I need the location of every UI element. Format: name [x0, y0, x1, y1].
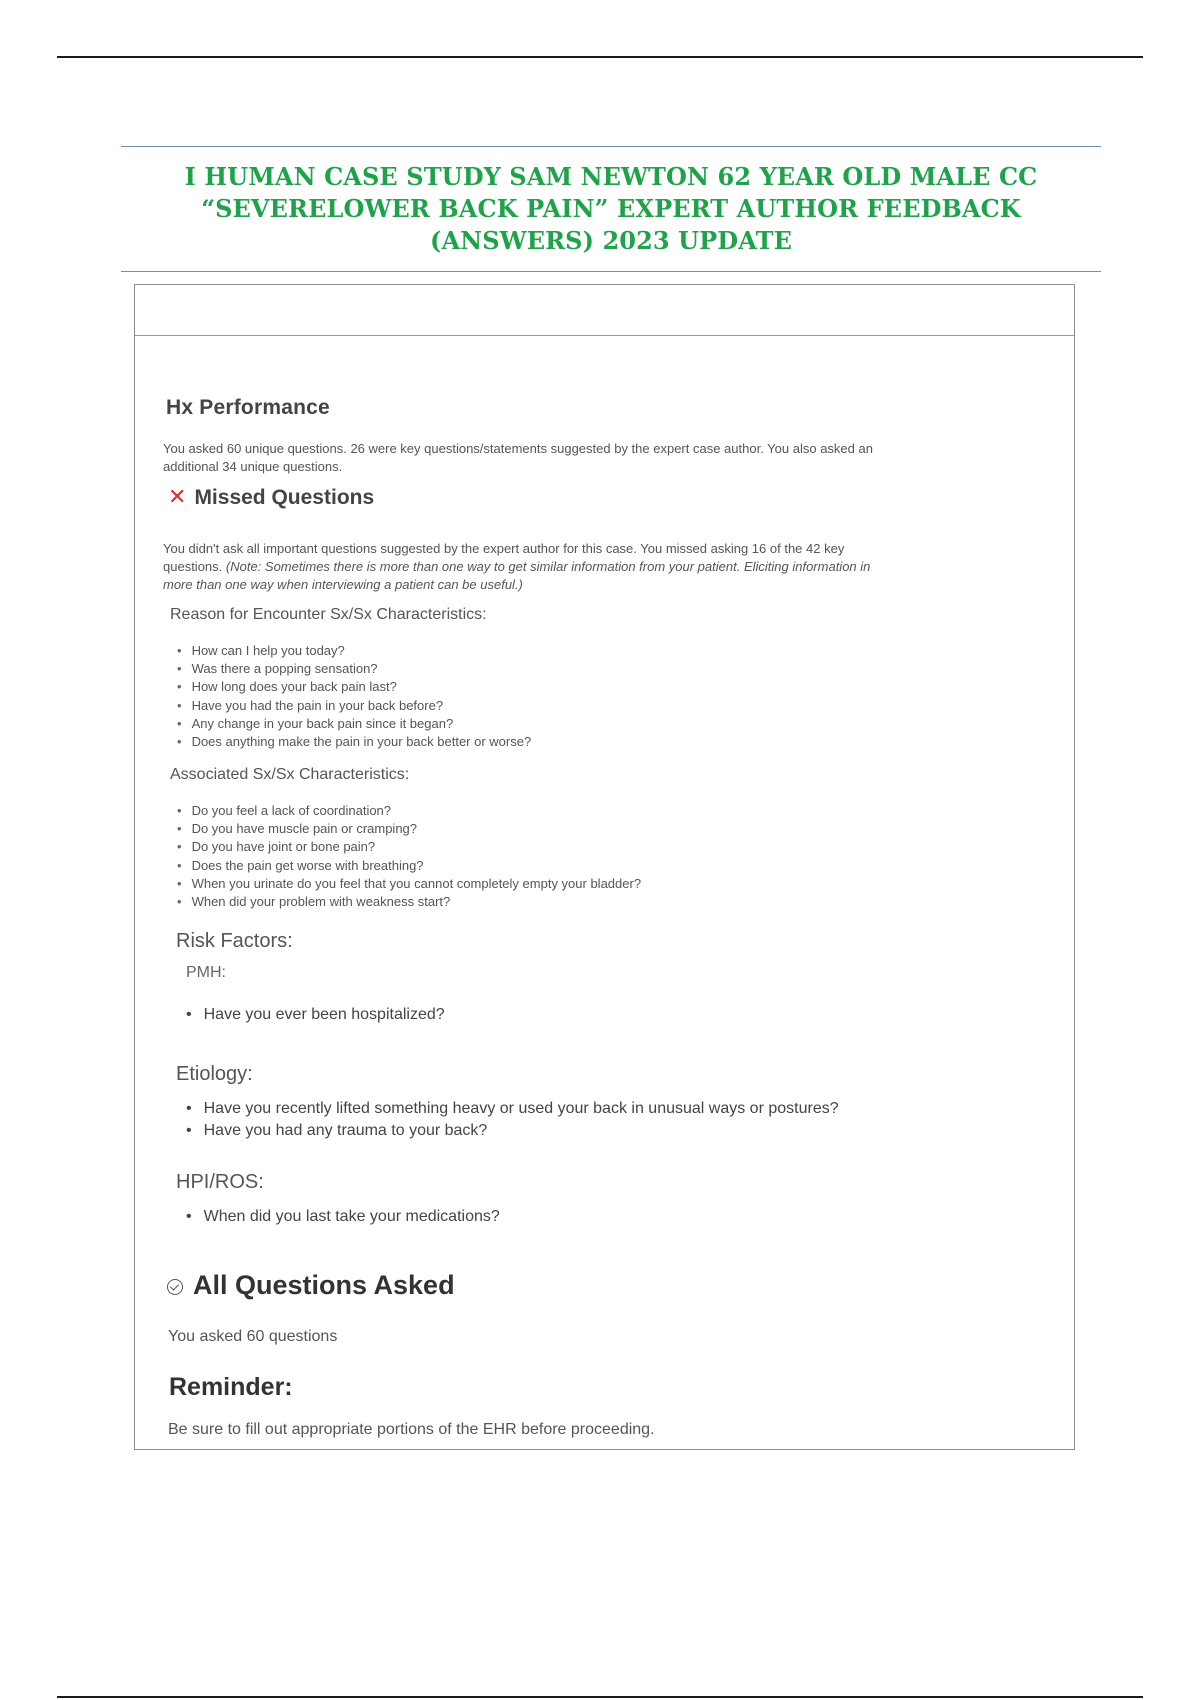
- all-questions-label: All Questions Asked: [193, 1270, 455, 1300]
- missed-questions-label: Missed Questions: [194, 486, 375, 509]
- reason-for-encounter-list: [177, 642, 531, 751]
- screenshot-header-bar: [135, 285, 1074, 336]
- list-item: • Do you feel a lack of coordination?: [177, 802, 641, 820]
- top-rule: [57, 56, 1143, 58]
- associated-heading: Associated Sx/Sx Characteristics:: [170, 766, 410, 783]
- hx-performance-line-2: additional 34 unique questions.: [163, 459, 343, 474]
- list-item: • Have you recently lifted something heavy or used your back in unusual ways or postures?: [186, 1098, 839, 1120]
- list-item: • Do you have muscle pain or cramping?: [177, 820, 641, 838]
- title-block: [121, 146, 1101, 272]
- etiology-list: [186, 1098, 839, 1142]
- all-questions-text: You asked 60 questions: [168, 1328, 338, 1345]
- hx-performance-text: [163, 440, 1023, 476]
- list-item: • When you urinate do you feel that you cannot completely empty your bladder?: [177, 875, 641, 893]
- pmh-list: [186, 1004, 445, 1026]
- missed-line-1: You didn't ask all important questions suggested by the expert author for this case. You missed asking 16 of the 42 key: [163, 541, 845, 556]
- pmh-label: PMH:: [186, 964, 226, 981]
- list-item: • When did you last take your medications?: [186, 1206, 500, 1228]
- missed-line-2: questions.: [163, 559, 223, 574]
- list-item: • How long does your back pain last?: [177, 678, 531, 696]
- list-item: • Do you have joint or bone pain?: [177, 838, 641, 856]
- missed-note-1: (Note: Sometimes there is more than one way to get similar information from your patient. Eliciting information in: [225, 559, 871, 574]
- title-line-2: “SEVERELOWER BACK PAIN” EXPERT AUTHOR FEEDBACK: [201, 194, 1021, 223]
- list-item: • Does the pain get worse with breathing?: [177, 857, 641, 875]
- reminder-text: Be sure to fill out appropriate portions of the EHR before proceeding.: [168, 1421, 655, 1438]
- title-line-3: (ANSWERS) 2023 UPDATE: [430, 226, 792, 255]
- list-item: • Was there a popping sensation?: [177, 660, 531, 678]
- etiology-heading: Etiology:: [176, 1063, 253, 1085]
- close-icon: ✕: [168, 484, 187, 509]
- missed-questions-text: [163, 540, 1023, 594]
- all-questions-heading: [167, 1270, 455, 1301]
- list-item: • Have you had any trauma to your back?: [186, 1120, 839, 1142]
- hx-performance-line-1: You asked 60 unique questions. 26 were key questions/statements suggested by the expert case author. You also asked an: [163, 441, 873, 456]
- list-item: • Any change in your back pain since it began?: [177, 715, 531, 733]
- list-item: • Does anything make the pain in your back better or worse?: [177, 733, 531, 751]
- title-line-1: I HUMAN CASE STUDY SAM NEWTON 62 YEAR OLD MALE CC: [184, 162, 1038, 191]
- associated-list: [177, 802, 641, 911]
- missed-questions-heading: [168, 484, 374, 510]
- list-item: • Have you had the pain in your back before?: [177, 697, 531, 715]
- list-item: • How can I help you today?: [177, 642, 531, 660]
- check-circle-icon: [167, 1279, 183, 1295]
- list-item: • Have you ever been hospitalized?: [186, 1004, 445, 1026]
- reason-for-encounter-heading: Reason for Encounter Sx/Sx Characteristics:: [170, 606, 487, 623]
- missed-note-2: more than one way when interviewing a patient can be useful.): [163, 577, 523, 592]
- bottom-rule: [57, 1696, 1143, 1698]
- reminder-heading: Reminder:: [169, 1373, 293, 1401]
- hx-performance-heading: Hx Performance: [166, 396, 330, 419]
- feedback-screenshot: [134, 284, 1075, 1450]
- list-item: • When did your problem with weakness start?: [177, 893, 641, 911]
- risk-factors-heading: Risk Factors:: [176, 930, 293, 952]
- hpi-ros-list: [186, 1206, 500, 1228]
- hpi-ros-heading: HPI/ROS:: [176, 1171, 264, 1193]
- document-title: [121, 147, 1101, 257]
